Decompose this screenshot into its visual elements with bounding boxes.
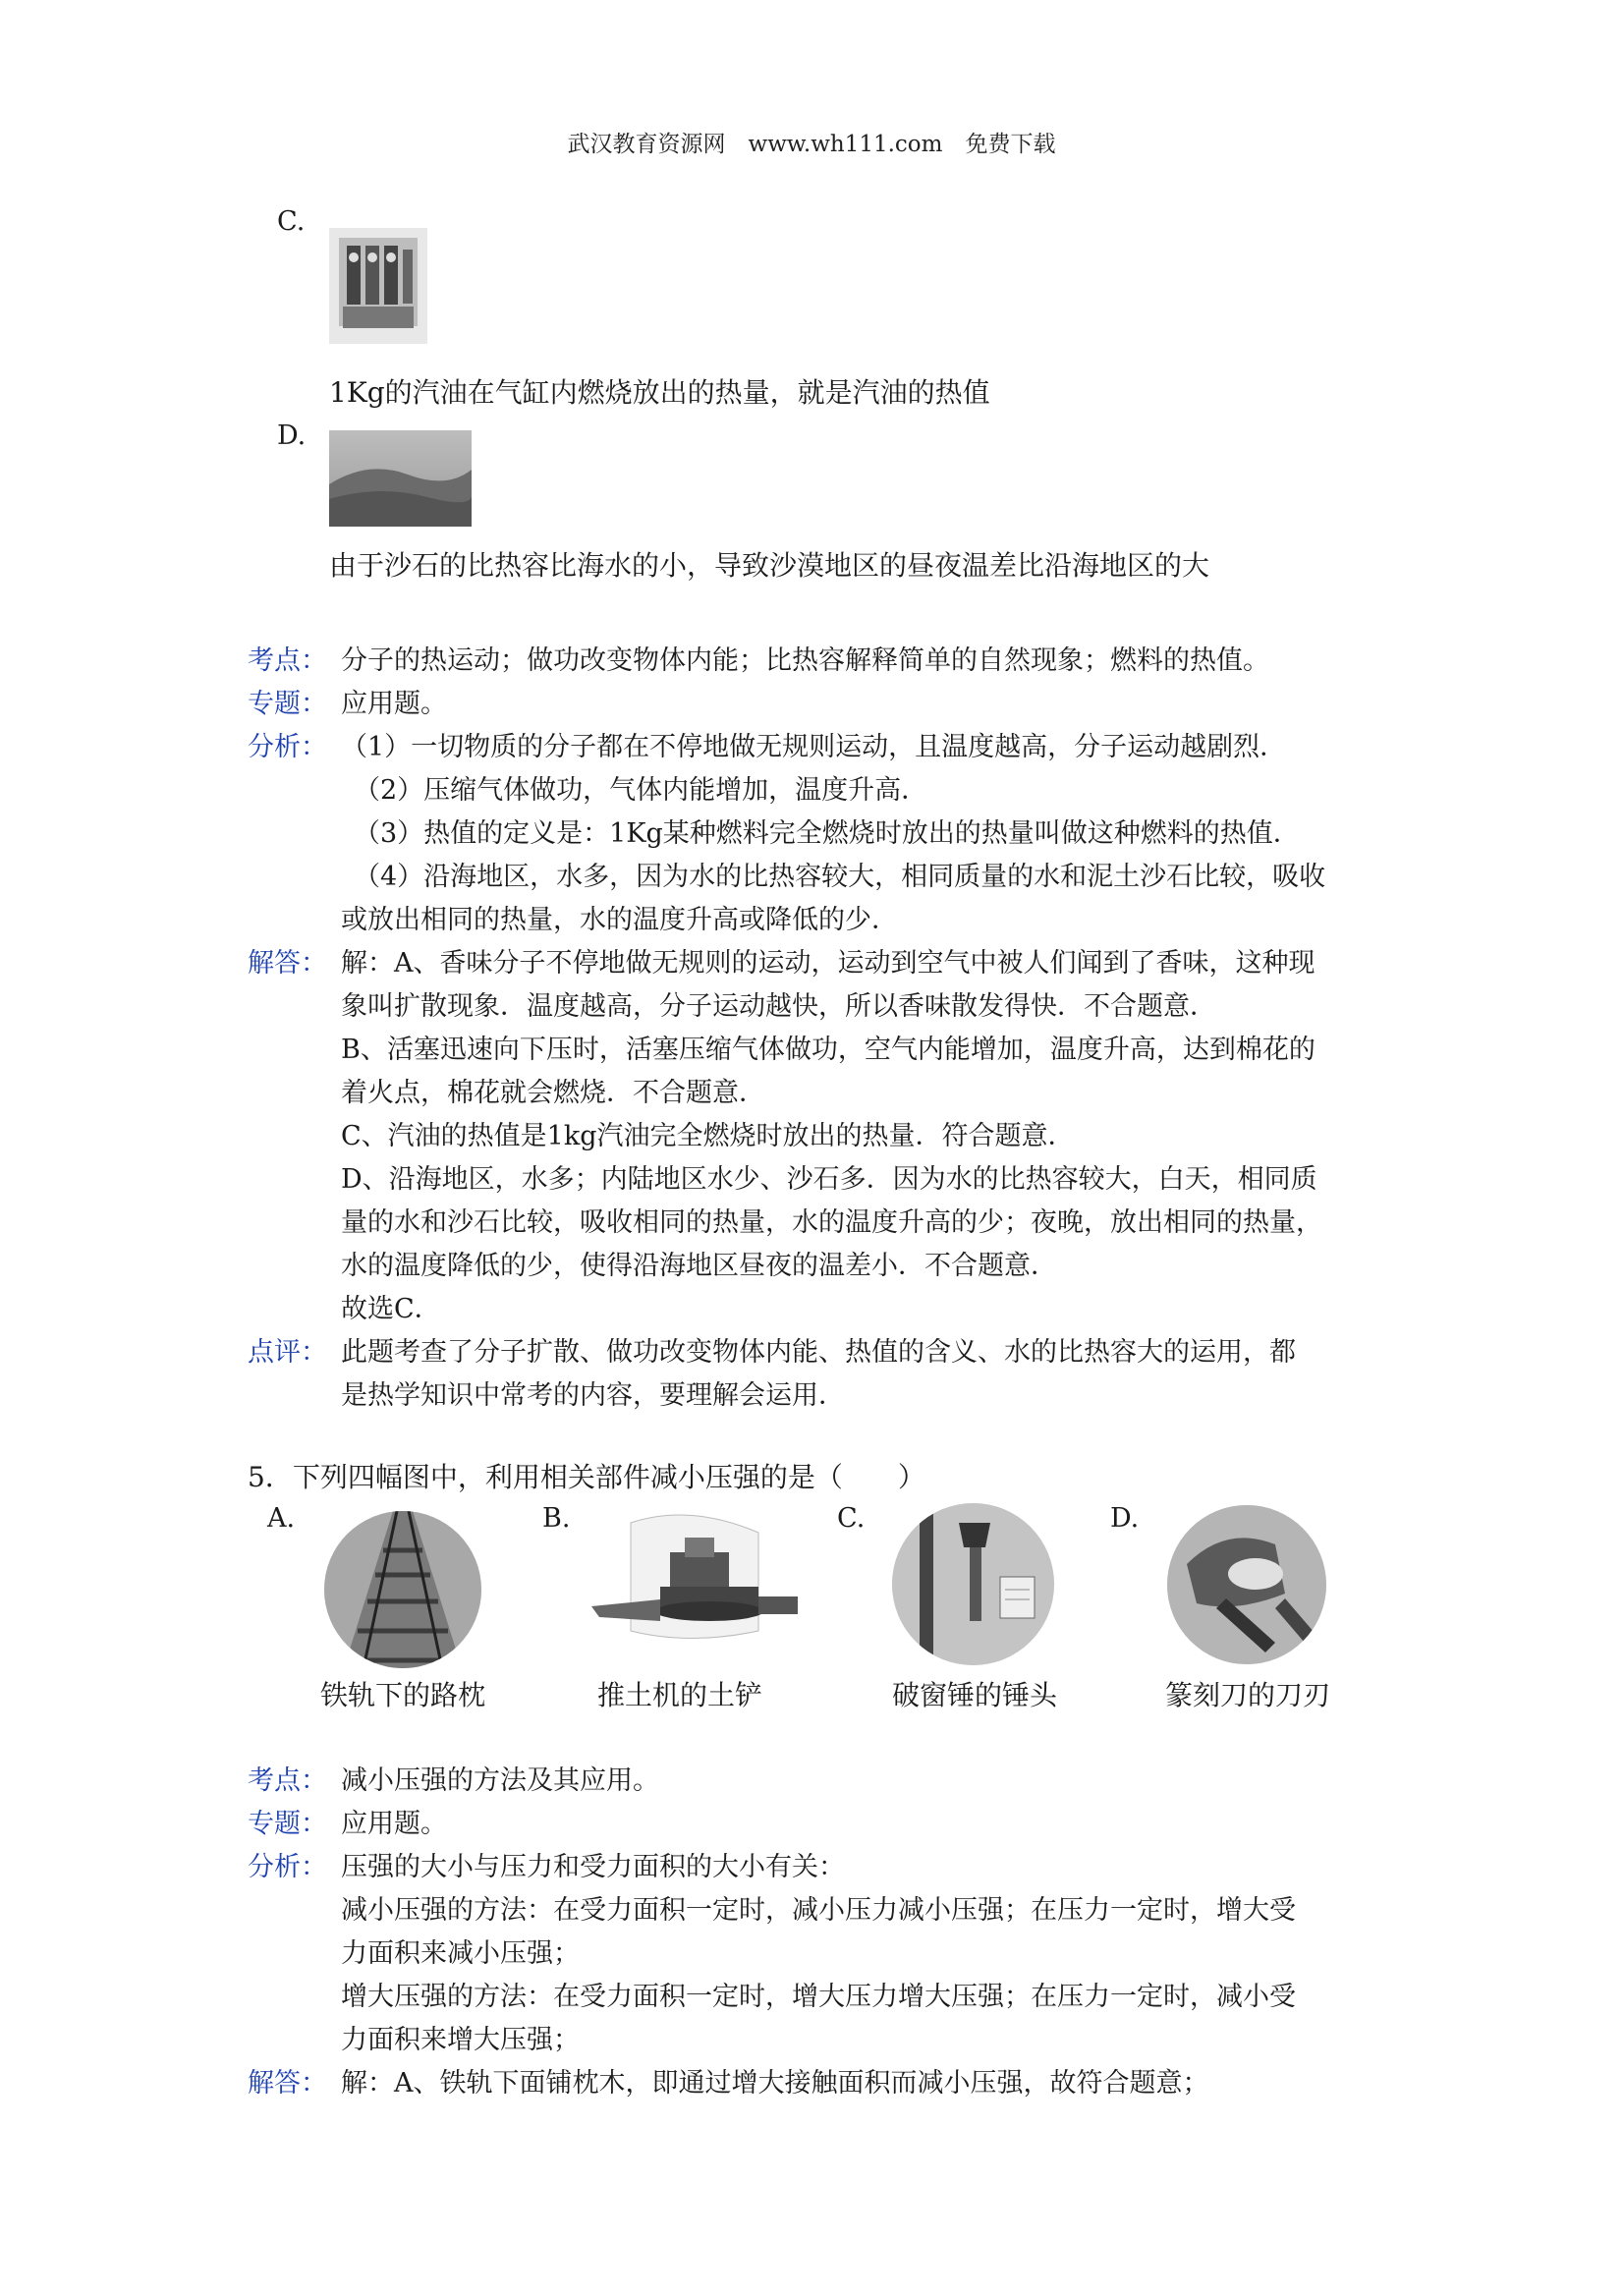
fenxi-line: （2）压缩气体做功，气体内能增加，温度升高． (354, 775, 928, 806)
engine-photo (329, 228, 427, 344)
fenxi-line: （1）一切物质的分子都在不停地做无规则运动，且温度越高，分子运动越剧烈． (341, 732, 1287, 762)
option-d-caption: 篆刻刀的刀刃 (1164, 1679, 1330, 1711)
zhuanti-text: 应用题。 (341, 689, 447, 719)
kaodian-label: 考点： (248, 645, 327, 676)
q5-fenxi-line: 力面积来减小压强； (341, 1938, 580, 1969)
fenxi-line: 或放出相同的热量，水的温度升高或降低的少． (341, 905, 898, 935)
q5-kaodian-label: 考点： (248, 1765, 327, 1796)
q5-fenxi-label: 分析： (248, 1852, 327, 1882)
q5-fenxi-line: 力面积来增大压强； (341, 2025, 580, 2055)
page-header: 武汉教育资源网 www.wh111.com 免费下载 (567, 132, 1056, 157)
jieda-line: 量的水和沙石比较，吸收相同的热量，水的温度升高的少；夜晚，放出相同的热量， (341, 1207, 1322, 1238)
option-c-caption: 破窗锤的锤头 (891, 1679, 1057, 1711)
jieda-line: 水的温度降低的少，使得沿海地区昼夜的温差小．不合题意． (341, 1251, 1057, 1281)
kaodian-text: 分子的热运动；做功改变物体内能；比热容解释简单的自然现象；燃料的热值。 (341, 645, 1269, 676)
bulldozer-photo (591, 1513, 817, 1646)
q5-jieda-label: 解答： (248, 2068, 327, 2099)
q5-zhuanti-text: 应用题。 (341, 1809, 447, 1839)
q5-fenxi-line: 减小压强的方法：在受力面积一定时，减小压力减小压强；在压力一定时，增大受 (341, 1895, 1296, 1926)
fenxi-line: （4）沿海地区，水多，因为水的比热容较大，相同质量的水和泥土沙石比较，吸收 (354, 862, 1326, 892)
jieda-line: 象叫扩散现象．温度越高，分子运动越快，所以香味散发得快．不合题意． (341, 991, 1216, 1022)
jieda-line: C、汽油的热值是1kg汽油完全燃烧时放出的热量．符合题意． (341, 1121, 1075, 1151)
fenxi-label: 分析： (248, 732, 327, 762)
q5-fenxi-line: 压强的大小与压力和受力面积的大小有关： (341, 1852, 845, 1882)
option-d-letter-q5: D. (1110, 1503, 1140, 1534)
desert-photo (329, 430, 472, 527)
q5-jieda-line: 解：A、铁轨下面铺枕木，即通过增大接触面积而减小压强，故符合题意； (341, 2068, 1209, 2099)
option-a-letter: A. (267, 1503, 296, 1534)
fenxi-line: （3）热值的定义是：1Kg某种燃料完全燃烧时放出的热量叫做这种燃料的热值． (354, 818, 1300, 849)
option-c-letter: C. (277, 206, 306, 237)
option-a-caption: 铁轨下的路枕 (319, 1679, 485, 1711)
carving-knife-photo (1167, 1505, 1326, 1664)
q5-fenxi-line: 增大压强的方法：在受力面积一定时，增大压力增大压强；在压力一定时，减小受 (341, 1982, 1296, 2012)
dianping-label: 点评： (248, 1337, 327, 1368)
q5-kaodian-text: 减小压强的方法及其应用。 (341, 1765, 659, 1796)
railway-sleepers-photo (324, 1511, 481, 1668)
option-c-letter-q5: C. (837, 1503, 866, 1534)
option-b-caption: 推土机的土铲 (596, 1679, 762, 1711)
jieda-line: 解：A、香味分子不停地做无规则的运动，运动到空气中被人们闻到了香味，这种现 (341, 948, 1315, 979)
safety-hammer-photo (892, 1503, 1054, 1665)
jieda-line: B、活塞迅速向下压时，活塞压缩气体做功，空气内能增加，温度升高，达到棉花的 (341, 1035, 1315, 1065)
option-d-text: 由于沙石的比热容比海水的小，导致沙漠地区的昼夜温差比沿海地区的大 (329, 549, 1210, 582)
dianping-line: 此题考查了分子扩散、做功改变物体内能、热值的含义、水的比热容大的运用，都 (341, 1337, 1296, 1368)
jieda-label: 解答： (248, 948, 327, 979)
question-5-stem: 5．下列四幅图中，利用相关部件减小压强的是（ ） (248, 1461, 925, 1493)
jieda-line: 着火点，棉花就会燃烧．不合题意． (341, 1078, 765, 1108)
dianping-line: 是热学知识中常考的内容，要理解会运用． (341, 1380, 845, 1411)
option-b-letter: B. (542, 1503, 571, 1534)
jieda-line: 故选C． (341, 1294, 441, 1324)
jieda-line: D、沿海地区，水多；内陆地区水少、沙石多．因为水的比热容较大，白天，相同质 (341, 1164, 1317, 1195)
option-d-letter: D. (277, 420, 307, 451)
zhuanti-label: 专题： (248, 689, 327, 719)
q5-zhuanti-label: 专题： (248, 1809, 327, 1839)
option-c-text: 1Kg的汽油在气缸内燃烧放出的热量，就是汽油的热值 (329, 376, 990, 409)
